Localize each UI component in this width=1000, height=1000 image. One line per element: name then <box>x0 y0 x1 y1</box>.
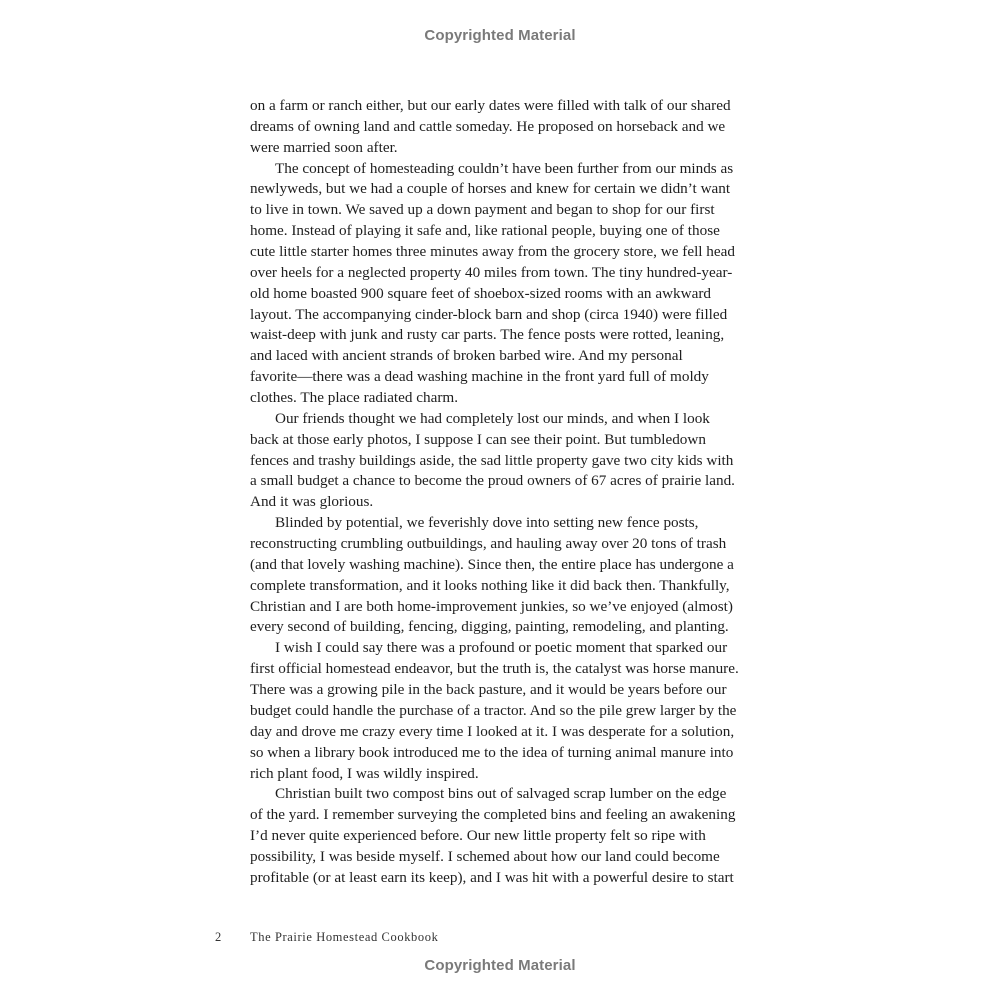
text-line: a small budget a chance to become the proud owners of 67 acres of prairie land. <box>250 472 735 490</box>
text-line: budget could handle the purchase of a tractor. And so the pile grew larger by the <box>250 701 737 719</box>
text-line: old home boasted 900 square feet of shoebox-sized rooms with an awkward <box>250 284 711 302</box>
text-line: possibility, I was beside myself. I schemed about how our land could become <box>250 847 720 865</box>
body-text <box>250 96 755 889</box>
text-line: rich plant food, I was wildly inspired. <box>250 764 479 782</box>
running-footer-title: The Prairie Homestead Cookbook <box>250 930 439 944</box>
page-number: 2 <box>215 930 222 944</box>
text-line: reconstructing crumbling outbuildings, and hauling away over 20 tons of trash <box>250 535 727 553</box>
text-line: were married soon after. <box>250 138 398 156</box>
text-line: newlyweds, but we had a couple of horses and knew for certain we didn’t want <box>250 180 731 198</box>
text-line: every second of building, fencing, digging, painting, remodeling, and planting. <box>250 618 729 636</box>
text-line: And it was glorious. <box>250 493 374 511</box>
text-line: and laced with ancient strands of broken barbed wire. And my personal <box>250 347 683 365</box>
text-line: I’d never quite experienced before. Our new little property felt so ripe with <box>250 827 706 845</box>
text-line: dreams of owning land and cattle someday. He proposed on horseback and we <box>250 117 726 135</box>
text-line: I wish I could say there was a profound or poetic moment that sparked our <box>275 639 728 657</box>
text-line: Christian and I are both home-improvement junkies, so we’ve enjoyed (almost) <box>250 597 733 615</box>
copyright-watermark-top: Copyrighted Material <box>424 27 576 44</box>
text-line: Christian built two compost bins out of salvaged scrap lumber on the edge <box>275 785 727 803</box>
text-line: day and drove me crazy every time I looked at it. I was desperate for a solution, <box>250 722 735 740</box>
text-line: profitable (or at least earn its keep), and I was hit with a powerful desire to start <box>250 868 734 886</box>
text-line: home. Instead of playing it safe and, like rational people, buying one of those <box>250 222 720 240</box>
text-line: fences and trashy buildings aside, the sad little property gave two city kids with <box>250 451 734 469</box>
text-line: over heels for a neglected property 40 miles from town. The tiny hundred-year- <box>250 263 733 281</box>
text-line: clothes. The place radiated charm. <box>250 389 459 407</box>
text-line: (and that lovely washing machine). Since then, the entire place has undergone a <box>250 555 734 573</box>
text-line: on a farm or ranch either, but our early dates were filled with talk of our shared <box>250 97 731 114</box>
text-line: favorite—there was a dead washing machine in the front yard full of moldy <box>250 368 709 386</box>
text-line: of the yard. I remember surveying the completed bins and feeling an awakening <box>250 806 736 824</box>
copyright-watermark-bottom: Copyrighted Material <box>424 957 576 974</box>
text-line: so when a library book introduced me to the idea of turning animal manure into <box>250 743 734 761</box>
text-line: cute little starter homes three minutes away from the grocery store, we fell head <box>250 243 735 261</box>
text-line: The concept of homesteading couldn’t have been further from our minds as <box>275 159 734 177</box>
text-line: Our friends thought we had completely lost our minds, and when I look <box>275 409 710 427</box>
text-line: to live in town. We saved up a down payment and began to shop for our first <box>250 201 715 219</box>
text-line: There was a growing pile in the back pasture, and it would be years before our <box>250 681 727 699</box>
text-line: Blinded by potential, we feverishly dove into setting new fence posts, <box>275 514 699 532</box>
text-line: layout. The accompanying cinder-block barn and shop (circa 1940) were filled <box>250 305 728 323</box>
text-line: complete transformation, and it looks nothing like it did back then. Thankfully, <box>250 576 730 594</box>
text-line: waist-deep with junk and rusty car parts. The fence posts were rotted, leaning, <box>250 326 725 344</box>
text-line: first official homestead endeavor, but the truth is, the catalyst was horse manure. <box>250 660 739 678</box>
text-line: back at those early photos, I suppose I can see their point. But tumbledown <box>250 430 706 448</box>
